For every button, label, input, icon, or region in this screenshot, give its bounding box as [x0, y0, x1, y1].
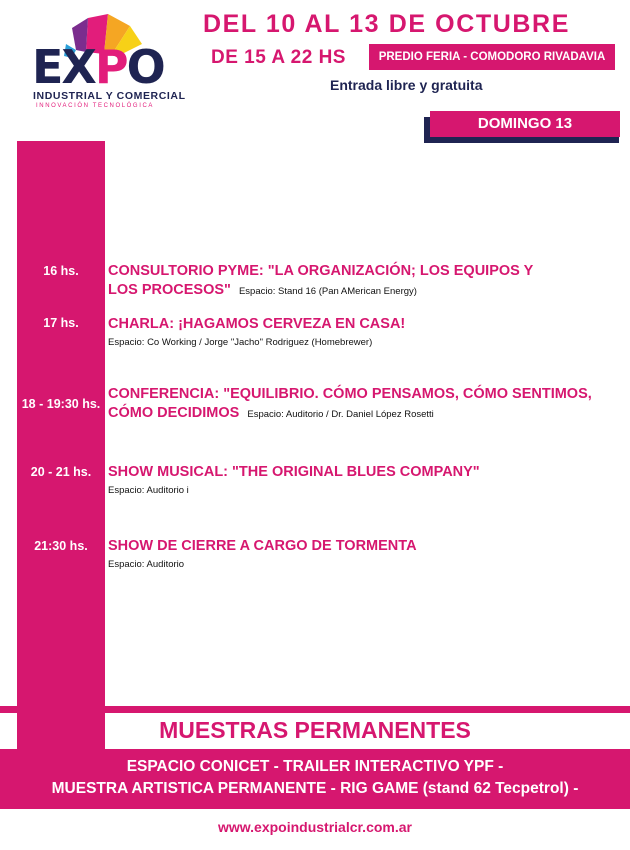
logo-subtitle: INDUSTRIAL Y COMERCIAL — [33, 90, 186, 102]
event-dates: DEL 10 AL 13 DE OCTUBRE — [203, 10, 570, 38]
venue-badge: PREDIO FERIA - COMODORO RIVADAVIA — [369, 44, 615, 70]
permanent-title: MUESTRAS PERMANENTES — [159, 717, 471, 743]
event-place: Espacio: Auditorio i — [108, 485, 189, 496]
website-link[interactable]: www.expoindustrialcr.com.ar — [218, 819, 412, 835]
permanent-line: ESPACIO CONICET - TRAILER INTERACTIVO YPF - — [126, 758, 504, 775]
entry-note: Entrada libre y gratuita — [330, 77, 483, 93]
event-place: Espacio: Co Working / Jorge "Jacho" Rodriguez (Homebrewer) — [108, 337, 373, 348]
event-title: CHARLA: ¡HAGAMOS CERVEZA EN CASA! — [108, 316, 406, 332]
event-item — [108, 463, 613, 498]
event-item — [108, 315, 613, 350]
event-title-cont: LOS PROCESOS" Espacio: Stand 16 (Pan AMerican Energy) — [108, 282, 417, 298]
logo-wordmark: EXPO — [32, 40, 164, 94]
divider-band — [0, 706, 630, 713]
day-badge: DOMINGO 13 — [430, 111, 620, 137]
event-item — [108, 262, 613, 300]
event-hours: DE 15 A 22 HS — [211, 47, 346, 68]
event-time: 21:30 hs. — [34, 539, 88, 553]
event-item — [108, 385, 613, 423]
event-title: SHOW MUSICAL: "THE ORIGINAL BLUES COMPANY" — [108, 464, 480, 480]
event-place: Espacio: Auditorio / Dr. Daniel López Rosetti — [247, 409, 434, 420]
event-time: 16 hs. — [43, 264, 79, 278]
event-title: CONSULTORIO PYME: "LA ORGANIZACIÓN; LOS EQUIPOS Y — [108, 263, 534, 279]
timeline-bar — [17, 141, 105, 749]
event-time: 18 - 19:30 hs. — [21, 397, 101, 411]
event-place: Espacio: Stand 16 (Pan AMerican Energy) — [238, 286, 417, 297]
event-time: 20 - 21 hs. — [30, 465, 92, 479]
event-item — [108, 537, 613, 572]
logo-tagline: INNOVACIÓN TECNOLÓGICA — [36, 103, 154, 109]
event-time: 17 hs. — [43, 316, 79, 330]
event-title: SHOW DE CIERRE A CARGO DE TORMENTA — [108, 538, 417, 554]
permanent-line: MUESTRA ARTISTICA PERMANENTE - RIG GAME (stand 62 Tecpetrol) - — [51, 780, 579, 797]
permanent-list — [0, 756, 630, 800]
event-place: Espacio: Auditorio — [108, 559, 185, 570]
event-title-cont: CÓMO DECIDIMOS Espacio: Auditorio / Dr. Daniel López Rosetti — [108, 405, 434, 421]
event-title: CONFERENCIA: "EQUILIBRIO. CÓMO PENSAMOS, CÓMO SENTIMOS, — [108, 386, 592, 402]
